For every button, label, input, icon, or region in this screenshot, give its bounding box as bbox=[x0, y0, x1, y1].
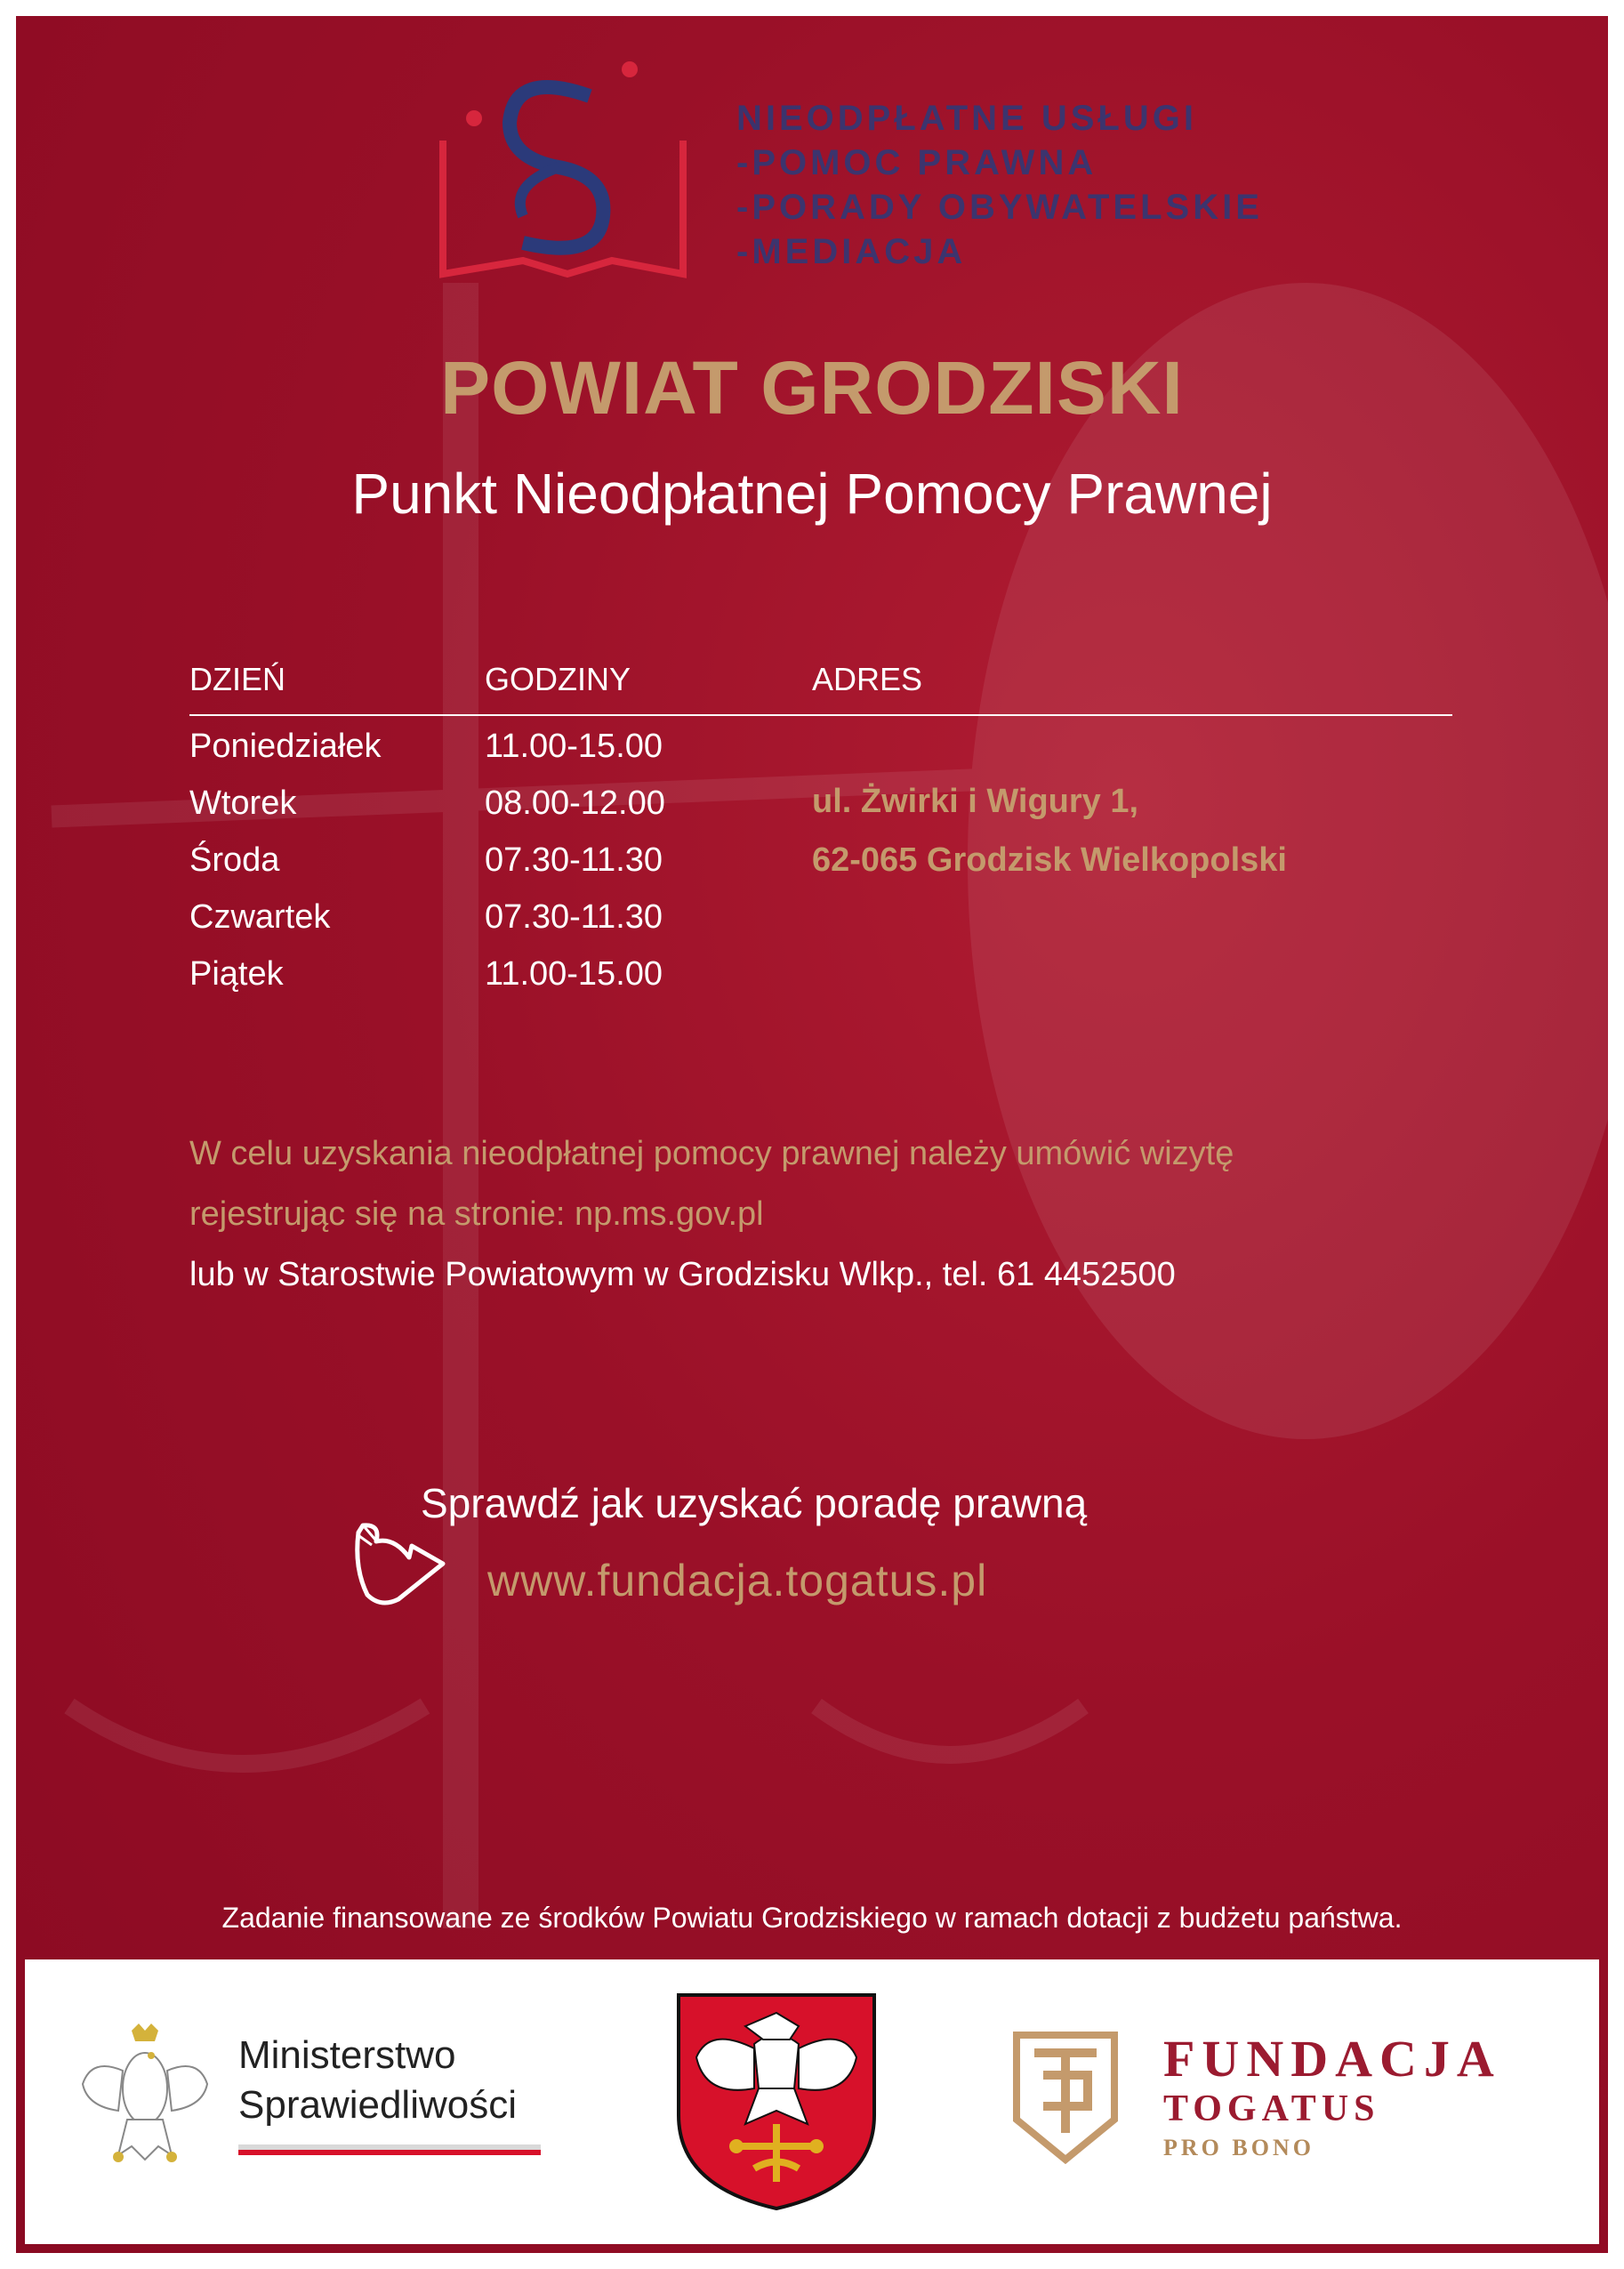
day-cell: Piątek bbox=[189, 955, 284, 993]
foundation-line: TOGATUS bbox=[1163, 2088, 1380, 2129]
foundation-link[interactable]: www.fundacja.togatus.pl bbox=[487, 1556, 988, 1605]
funding-note: Zadanie finansowane ze środków Powiatu Grodziskiego w ramach dotacji z budżetu państwa. bbox=[221, 1902, 1403, 1934]
coat-of-arms-icon bbox=[674, 1991, 879, 2213]
address-street: ul. Żwirki i Wigury 1, bbox=[812, 783, 1139, 820]
poster bbox=[16, 16, 1608, 2253]
column-header-day: DZIEŃ bbox=[189, 661, 285, 697]
foundation-line: PRO BONO bbox=[1163, 2135, 1314, 2160]
sponsor-logos bbox=[25, 1959, 1599, 2244]
logo-line: -MEDIACJA bbox=[736, 232, 967, 271]
table-row bbox=[189, 955, 812, 1012]
hours-cell: 08.00-12.00 bbox=[485, 784, 665, 822]
page-title: POWIAT GRODZISKI bbox=[440, 346, 1184, 430]
hours-cell: 11.00-15.00 bbox=[485, 728, 663, 765]
polish-eagle-icon bbox=[78, 2022, 212, 2173]
foundation-name bbox=[1163, 2031, 1501, 2166]
day-cell: Czwartek bbox=[189, 898, 331, 936]
schedule-table bbox=[189, 661, 1452, 993]
flag-stripe bbox=[238, 2144, 541, 2155]
info-line: lub w Starostwie Powiatowym w Grodzisku Wlkp., tel. 61 4452500 bbox=[189, 1256, 1176, 1293]
table-row bbox=[189, 728, 812, 784]
flag-stripe-red bbox=[238, 2150, 541, 2155]
ministry-line: Ministerstwo bbox=[238, 2033, 456, 2077]
cta-text: Sprawdź jak uzyskać poradę prawną bbox=[421, 1480, 1088, 1526]
paragraph-book-icon bbox=[425, 52, 692, 283]
hours-cell: 07.30-11.30 bbox=[485, 841, 663, 879]
day-cell: Środa bbox=[189, 841, 280, 879]
ministry-name bbox=[238, 2031, 517, 2130]
services-logo bbox=[425, 52, 1270, 283]
table-row bbox=[189, 841, 812, 898]
day-cell: Wtorek bbox=[189, 784, 297, 822]
page-subtitle: Punkt Nieodpłatnej Pomocy Prawnej bbox=[351, 462, 1273, 526]
schedule-header bbox=[189, 661, 1452, 716]
logo-line: -PORADY OBYWATELSKIE bbox=[736, 188, 1263, 227]
logo-text bbox=[736, 96, 1263, 274]
logo-line: -POMOC PRAWNA bbox=[736, 143, 1097, 182]
address-block bbox=[812, 772, 1287, 889]
schedule-rows bbox=[189, 728, 812, 1012]
registration-info bbox=[189, 1123, 1234, 1305]
togatus-logo-icon bbox=[1012, 2031, 1119, 2164]
day-cell: Poniedziałek bbox=[189, 728, 382, 765]
hours-cell: 07.30-11.30 bbox=[485, 898, 663, 936]
table-row bbox=[189, 784, 812, 841]
info-line: rejestrując się na stronie: np.ms.gov.pl bbox=[189, 1195, 764, 1233]
address-city: 62-065 Grodzisk Wielkopolski bbox=[812, 841, 1287, 879]
hours-cell: 11.00-15.00 bbox=[485, 955, 663, 993]
pointing-hand-icon bbox=[345, 1515, 452, 1613]
logo-heading: NIEODPŁATNE USŁUGI bbox=[736, 99, 1197, 138]
table-row bbox=[189, 898, 812, 955]
column-header-hours: GODZINY bbox=[485, 661, 631, 697]
column-header-address: ADRES bbox=[812, 661, 923, 697]
foundation-line: FUNDACJA bbox=[1163, 2030, 1501, 2088]
ministry-line: Sprawiedliwości bbox=[238, 2083, 518, 2127]
info-line: W celu uzyskania nieodpłatnej pomocy prawnej należy umówić wizytę bbox=[189, 1135, 1234, 1172]
